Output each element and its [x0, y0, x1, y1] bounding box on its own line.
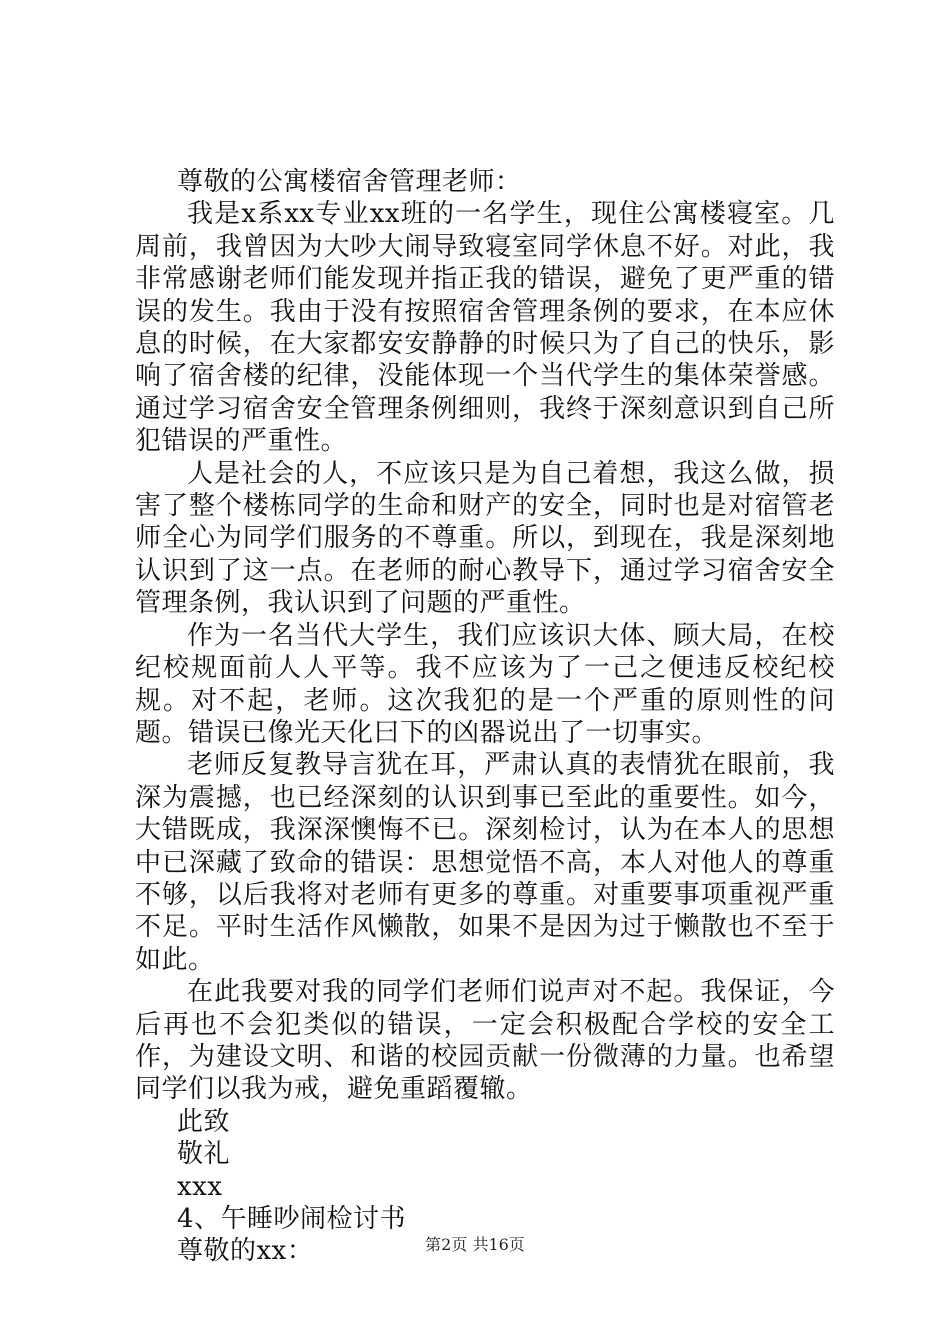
next-section-salutation: 尊敬的xx：	[177, 1236, 314, 1267]
signature: xxx	[177, 1171, 223, 1202]
next-section-title: 4、午睡吵闹检讨书	[177, 1204, 407, 1234]
paragraph-1: 我是x系xx专业xx班的一名学生，现住公寓楼寝室。几周前，我曾因为大吵大闹导致寝室同学休息不好。对此，我非常感谢老师们能发现并指正我的错误，避免了更严重的错误的发生。我由于没有按照宿舍管理条例的要求，在本应休息的时候，在大家都安安静静的时候只为了自己的快乐，影响了宿舍楼的纪律，没能体现一个当代学生的集体荣誉感。通过学习宿舍安全管理条例细则，我终于深刻意识到自己所犯错误的严重性。	[135, 199, 835, 457]
page-number: 第2页 共16页	[425, 1235, 525, 1254]
letter-body	[135, 166, 835, 1268]
salutation: 尊敬的公寓楼宿舍管理老师：	[177, 167, 522, 197]
closing-line-2: 敬礼	[177, 1139, 231, 1170]
paragraph-4: 老师反复教导言犹在耳，严肃认真的表情犹在眼前，我深为震撼，也已经深刻的认识到事已至此的重要性。如今，大错既成，我深深懊悔不已。深刻检讨，认为在本人的思想中已深藏了致命的错误：思想觉悟不高，本人对他人的尊重不够，以后我将对老师有更多的尊重。对重要事项重视严重不足。平时生活作风懒散，如果不是因为过于懒散也不至于如此。	[135, 750, 835, 975]
closing-line-1: 此致	[177, 1106, 231, 1137]
paragraph-2: 人是社会的人，不应该只是为自己着想，我这么做，损害了整个楼栋同学的生命和财产的安全，同时也是对宿管老师全心为同学们服务的不尊重。所以，到现在，我是深刻地认识到了这一点。在老师的耐心教导下，通过学习宿舍安全管理条例，我认识到了问题的严重性。	[135, 458, 835, 619]
paragraph-5: 在此我要对我的同学们老师们说声对不起。我保证，今后再也不会犯类似的错误，一定会积极配合学校的安全工作，为建设文明、和谐的校园贡献一份微薄的力量。也希望同学们以我为戒，避免重蹈覆辙。	[135, 977, 835, 1105]
paragraph-3: 作为一名当代大学生，我们应该识大体、顾大局，在校纪校规面前人人平等。我不应该为了一己之便违反校纪校规。对不起，老师。这次我犯的是一个严重的原则性的问题。错误已像光天化曰下的凶器说出了一切事实。	[135, 620, 835, 748]
